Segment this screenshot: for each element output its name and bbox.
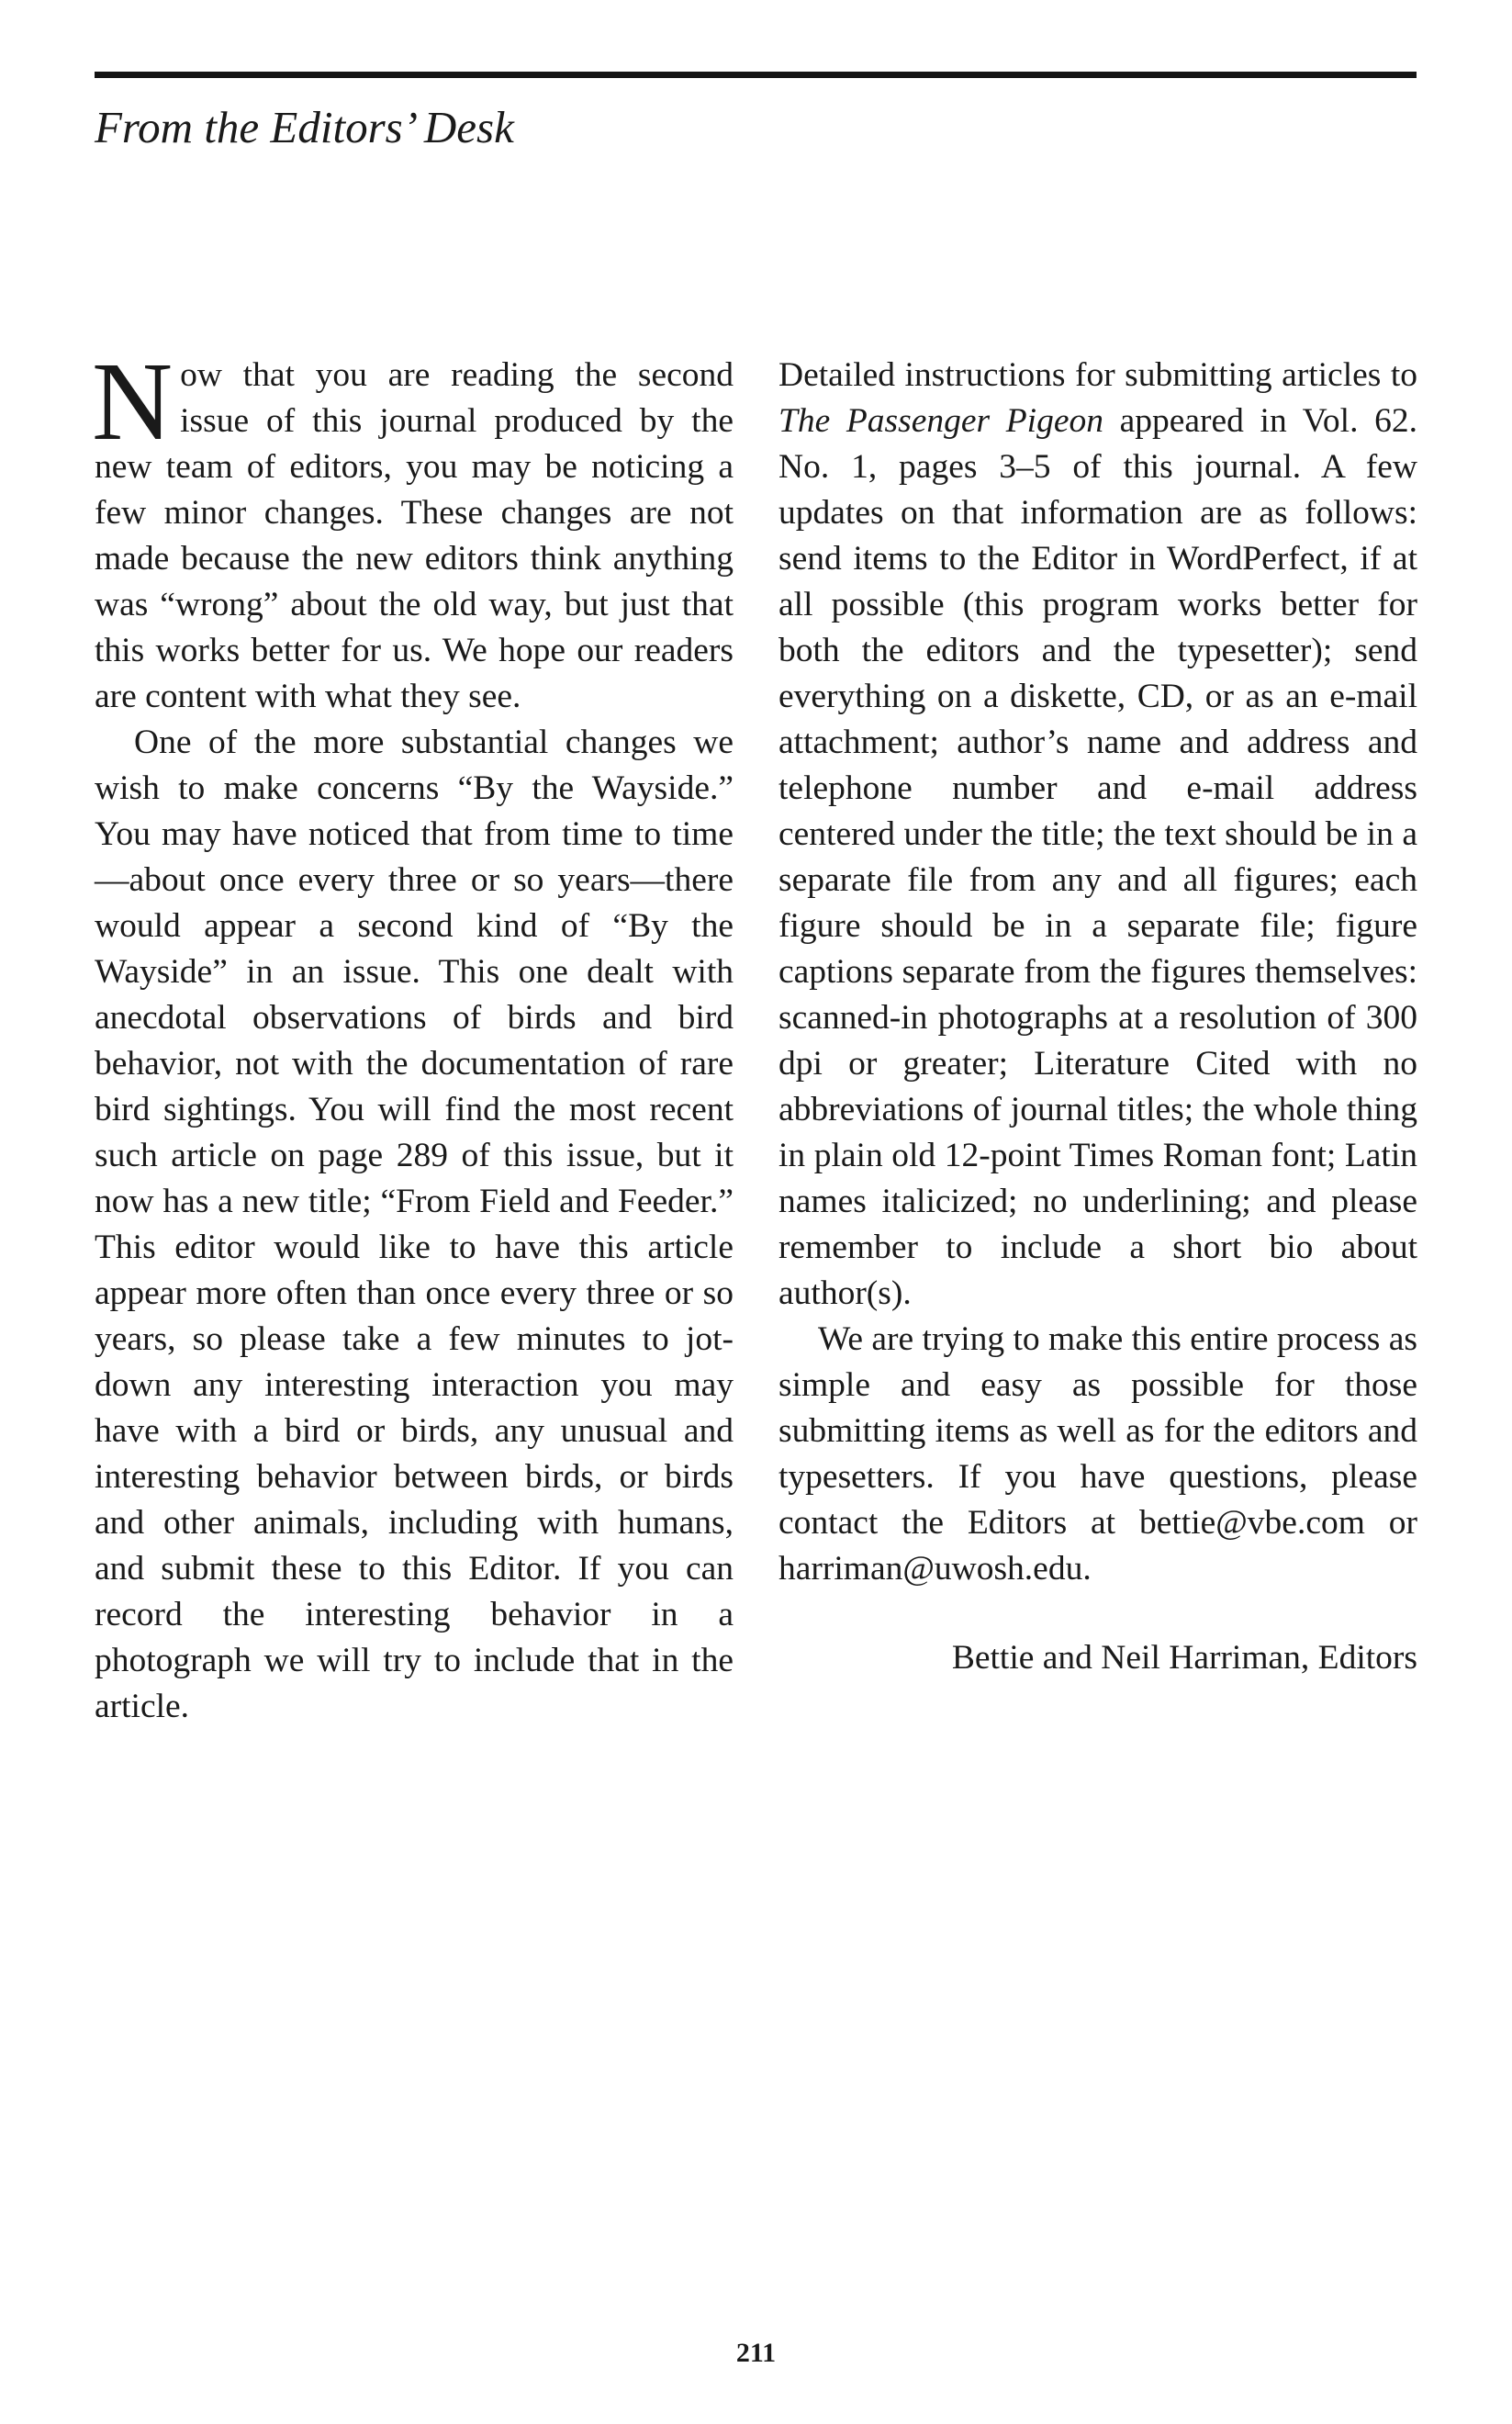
editors-signature: Bettie and Neil Harriman, Editors (951, 1639, 1417, 1677)
drop-cap: N (92, 340, 174, 464)
instructions-body: appeared in Vol. 62. No. 1, pages 3–5 of this journal. A few updates on that information are as follows: send items to the Editor in WordPerfect, if at all possible (this program works better for both the editors and the typesetter); send everything on a diskette, CD, or as an e-mail attachment; author’s name and address and telephone number and e-mail address centered under the title; the text should be in a separate file from any and all figures; each figure should be in a separate file; figure captions separate from the figures themselves: scanned-in photographs at a resolution of 300 dpi or greater; Literature Cited with no abbreviations of journal titles; the whole thing in plain old 12-point Times Roman font; Latin names italicized; no underlining; and please remember to include a short bio about author(s). (778, 402, 1417, 1312)
section-title: From the Editors’ Desk (95, 102, 514, 152)
left-column (92, 340, 734, 1730)
wayside-paragraph: One of the more substantial changes we wish to make concerns “By the Wayside.” You may have noticed that from time to time—about once every three or so years—there would appear a second kind of “By the Wayside” in an issue. This one dealt with anecdotal observations of birds and bird behavior, not with the documentation of rare bird sightings. You will find the most recent such article on page 289 of this issue, but it now has a new title; “From Field and Feeder.” This editor would like to have this article appear more often than once every three or so years, so please take a few minutes to jot-down any interesting interaction you may have with a bird or birds, any unusual and interesting behavior between birds, or birds and other animals, including with humans, and submit these to this Editor. If you can record the interesting behavior in a photograph we will try to include that in the article. (95, 724, 734, 1725)
right-column (778, 353, 1417, 1681)
opening-paragraph (92, 340, 734, 720)
header-rule (95, 72, 1417, 78)
contact-paragraph: We are trying to make this entire process as simple and easy as possible for those submitting items as well as for the editors and typesetters. If you have questions, please contact the Editors at bettie@vbe.com or harriman@uwosh.edu. (778, 1320, 1418, 1588)
opening-paragraph-text: ow that you are reading the second issue of this journal produced by the new team of editors, you may be noticing a few minor changes. These changes are not made because the new editors think anything was “wrong” about the old way, but just that this works better for us. We hope our readers are content with what they see. (95, 356, 734, 715)
instructions-lead: Detailed instructions for submitting articles to (778, 356, 1417, 394)
page-number: 211 (735, 2338, 777, 2368)
journal-name: The Passenger Pigeon (778, 402, 1103, 440)
instructions-paragraph (778, 353, 1417, 1317)
